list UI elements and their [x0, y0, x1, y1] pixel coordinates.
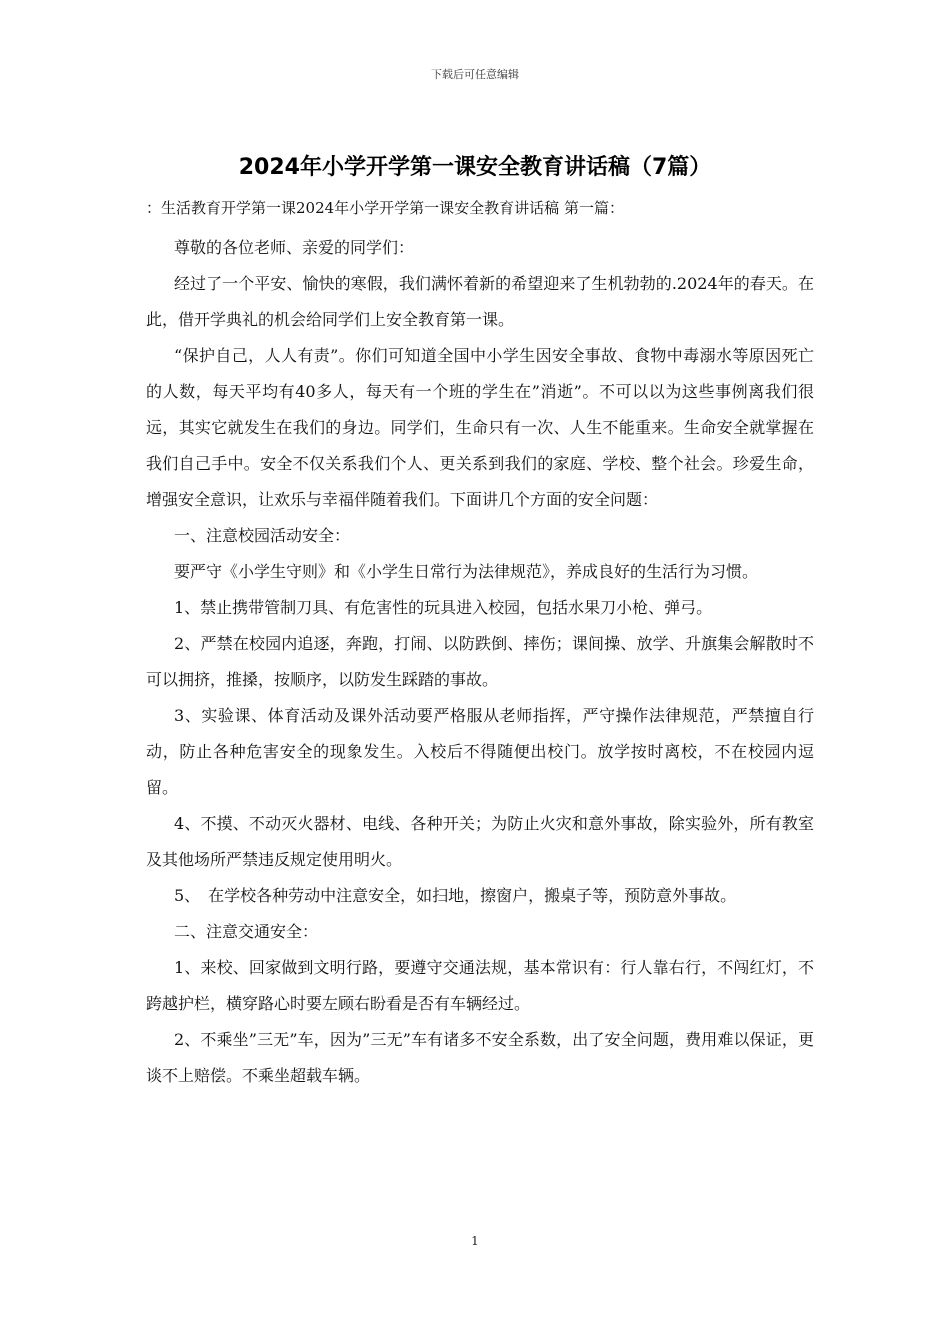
paragraph-greeting: 尊敬的各位老师、亲爱的同学们： — [174, 238, 415, 257]
paragraph-intro: 经过了一个平安、愉快的寒假，我们满怀着新的希望迎来了生机勃勃的.2024年的春天。在此，借开学典礼的机会给同学们上安全教育第一课。 — [146, 274, 814, 329]
section-heading-campus: 一、注意校园活动安全： — [174, 526, 351, 545]
list-item: 2、不乘坐”三无”车，因为”三无”车有诸多不安全系数，出了安全问题，费用难以保证，更谈不上赔偿。不乘坐超载车辆。 — [146, 1030, 814, 1085]
paragraph-rules: 要严守《小学生守则》和《小学生日常行为法律规范》，养成良好的生活行为习惯。 — [174, 562, 759, 581]
document-subtitle: ：生活教育开学第一课2024年小学开学第一课安全教育讲话稿 第一篇： — [146, 199, 624, 217]
paragraph-importance: “保护自己，人人有责”。你们可知道全国中小学生因安全事故、食物中毒溺水等原因死亡的人数，每天平均有40多人，每天有一个班的学生在”消逝”。不可以以为这些事例离我们很远，其实它就发生在我们的身边。同学们，生命只有一次、人生不能重来。生命安全就掌握在我们自己手中。安全不仅关系我们个人、更关系到我们的家庭、学校、整个社会。珍爱生命，增强安全意识，让欢乐与幸福伴随着我们。下面讲几个方面的安全问题： — [146, 346, 814, 509]
section-heading-traffic: 二、注意交通安全： — [174, 922, 319, 941]
list-item: 1、来校、回家做到文明行路，要遵守交通法规，基本常识有：行人靠右行，不闯红灯，不跨越护栏，横穿路心时要左顾右盼看是否有车辆经过。 — [146, 958, 814, 1013]
page-header-note: 下载后可任意编辑 — [431, 68, 519, 81]
list-item: 5、 在学校各种劳动中注意安全，如扫地，擦窗户，搬桌子等，预防意外事故。 — [174, 886, 737, 905]
list-item: 1、禁止携带管制刀具、有危害性的玩具进入校园，包括水果刀小枪、弹弓。 — [174, 598, 713, 617]
list-item: 4、不摸、不动灭火器材、电线、各种开关；为防止火灾和意外事故，除实验外，所有教室及其他场所严禁违反规定使用明火。 — [146, 814, 814, 869]
document-title: 2024年小学开学第一课安全教育讲话稿（7篇） — [238, 155, 712, 180]
page-number: 1 — [471, 1234, 479, 1248]
list-item: 3、实验课、体育活动及课外活动要严格服从老师指挥，严守操作法律规范，严禁擅自行动，防止各种危害安全的现象发生。入校后不得随便出校门。放学按时离校，不在校园内逗留。 — [146, 706, 814, 797]
list-item: 2、严禁在校园内追逐，奔跑，打闹、以防跌倒、摔伤；课间操、放学、升旗集会解散时不可以拥挤，推搡，按顺序，以防发生踩踏的事故。 — [146, 634, 814, 689]
document-body — [146, 196, 814, 1094]
